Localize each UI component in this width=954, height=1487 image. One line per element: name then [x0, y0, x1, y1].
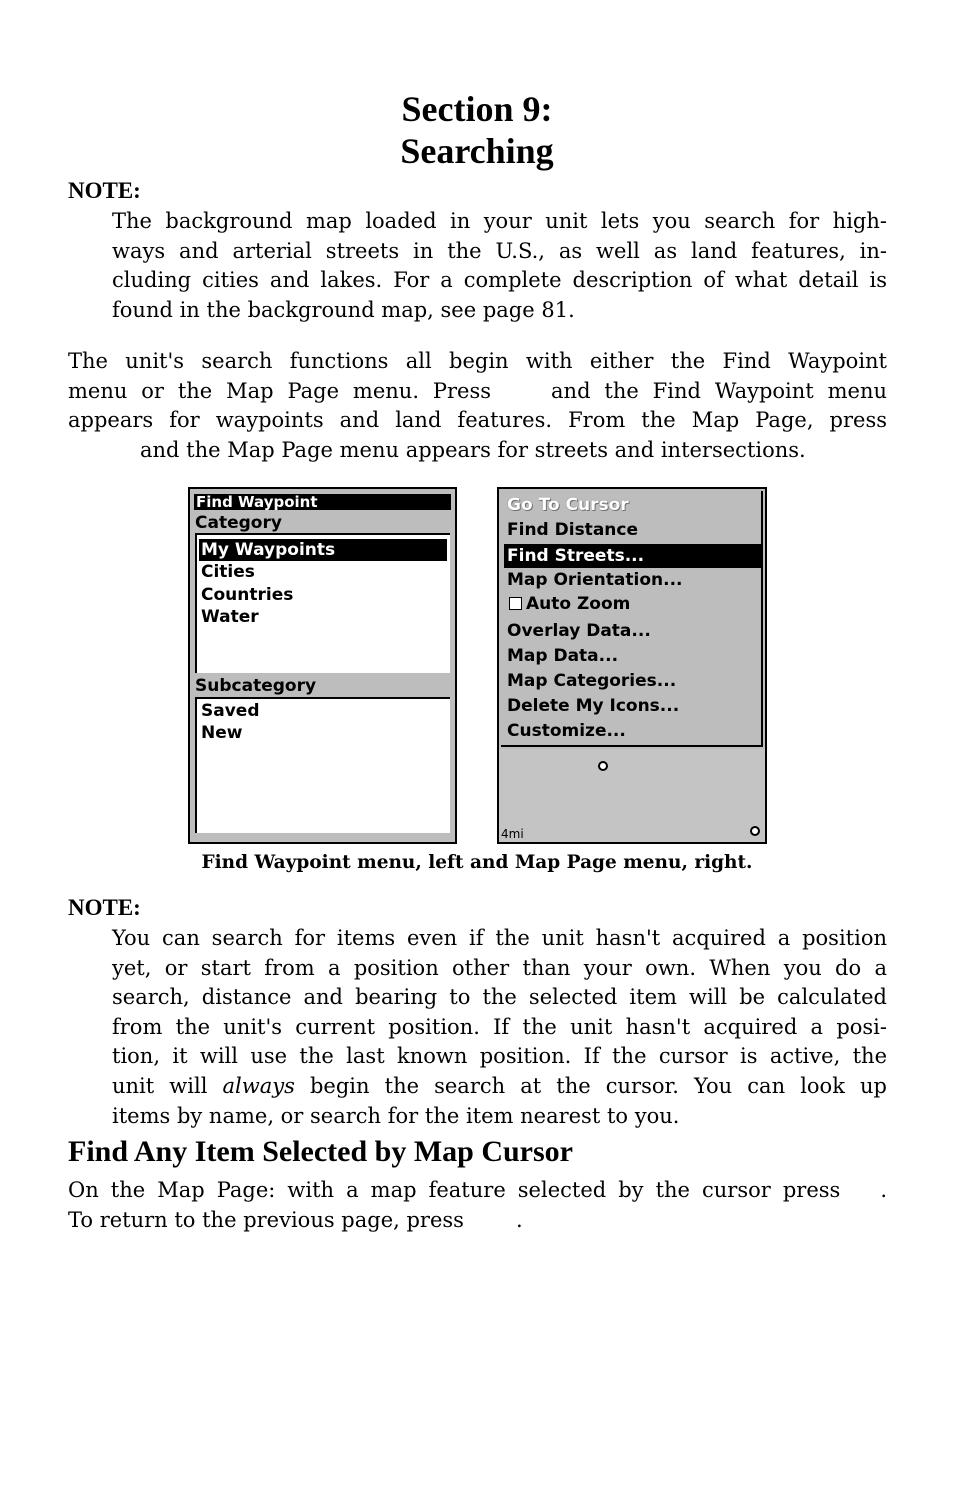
intro-line-2a: menu or the Map Page menu. Press — [68, 378, 492, 403]
intro-line: appears for waypoints and land features. From the Map Page, press — [68, 408, 887, 433]
menu-item-customize[interactable]: Customize... — [507, 721, 626, 741]
note-1-line: found in the background map, see page 81. — [112, 297, 575, 322]
map-marker-icon — [750, 826, 760, 836]
menu-item-find-distance[interactable]: Find Distance — [507, 520, 638, 540]
always-emphasis: always — [222, 1073, 295, 1098]
menu-item-map-data[interactable]: Map Data... — [507, 646, 619, 666]
find-any-text — [68, 1176, 887, 1235]
note-2-line-6b: begin the search at the cursor. You can look up — [309, 1073, 887, 1098]
find-waypoint-screen — [188, 487, 457, 844]
category-item-countries[interactable]: Countries — [201, 585, 294, 605]
map-page-menu — [501, 491, 763, 747]
note-1-text — [112, 207, 887, 325]
subcategory-list[interactable] — [195, 697, 450, 833]
note-2-line: tion, it will use the last known position. If the cursor is active, the — [112, 1044, 887, 1069]
menu-item-map-categories[interactable]: Map Categories... — [507, 671, 677, 691]
category-list[interactable] — [195, 533, 450, 673]
note-1-line: The background map loaded in your unit lets you search for high- — [112, 209, 887, 233]
find-any-heading: Find Any Item Selected by Map Cursor — [68, 1135, 573, 1168]
position-marker-icon — [598, 761, 608, 771]
category-label: Category — [195, 513, 282, 533]
note-2-line: yet, or start from a position other than your own. When you do a — [112, 955, 887, 980]
menu-item-find-streets[interactable]: Find Streets... — [504, 544, 761, 568]
note-1-line: ways and arterial streets in the U.S., as well as land features, in- — [112, 238, 887, 263]
section-title — [0, 88, 954, 172]
category-item-my-waypoints[interactable]: My Waypoints — [199, 539, 447, 561]
intro-line: The unit's search functions all begin with either the Find Waypoint — [68, 349, 887, 373]
find-waypoint-title: Find Waypoint — [194, 494, 451, 510]
intro-paragraph — [68, 347, 887, 465]
note-2-line: You can search for items even if the unit hasn't acquired a position — [112, 926, 887, 950]
map-scale: 4mi — [501, 827, 524, 841]
find-any-line — [68, 1176, 887, 1206]
intro-line-2b: and the Find Waypoint menu — [551, 378, 887, 403]
map-page-screen — [497, 487, 767, 844]
note-2-line — [112, 1072, 887, 1102]
find-any-line-2-end: . — [515, 1207, 523, 1232]
find-any-line-2: To return to the previous page, press — [68, 1207, 464, 1232]
figure-caption: Find Waypoint menu, left and Map Page menu, right. — [201, 852, 753, 873]
note-1-line: cluding cities and lakes. For a complete description of what detail is — [112, 268, 887, 293]
intro-line — [68, 377, 887, 407]
note-label-2: NOTE: — [68, 895, 141, 920]
menu-item-go-to-cursor[interactable]: Go To Cursor — [507, 495, 629, 515]
subcategory-item-saved[interactable]: Saved — [201, 701, 260, 721]
section-title-line1: Section 9: — [401, 89, 553, 129]
find-any-line-1: On the Map Page: with a map feature selected by the cursor press — [68, 1178, 841, 1202]
menu-item-delete-my-icons[interactable]: Delete My Icons... — [507, 696, 680, 716]
menu-item-overlay-data[interactable]: Overlay Data... — [507, 621, 651, 641]
auto-zoom-checkbox[interactable] — [509, 597, 522, 610]
note-2-line: from the unit's current position. If the unit hasn't acquired a posi- — [112, 1014, 887, 1039]
map-view[interactable] — [499, 749, 765, 842]
note-label-1: NOTE: — [68, 178, 141, 203]
find-any-line — [68, 1206, 887, 1236]
subcategory-item-new[interactable]: New — [201, 723, 243, 743]
note-2-text — [112, 924, 887, 1131]
category-item-water[interactable]: Water — [201, 607, 259, 627]
note-2-line: search, distance and bearing to the selected item will be calculated — [112, 985, 887, 1010]
menu-item-auto-zoom[interactable] — [509, 594, 630, 614]
intro-line: and the Map Page menu appears for streets and intersections. — [140, 437, 806, 462]
find-any-line-1-end: . — [880, 1178, 887, 1202]
category-item-cities[interactable]: Cities — [201, 562, 255, 582]
menu-item-map-orientation[interactable]: Map Orientation... — [507, 570, 683, 590]
subcategory-label: Subcategory — [195, 676, 317, 696]
auto-zoom-label: Auto Zoom — [526, 594, 631, 614]
section-title-line2: Searching — [400, 131, 554, 171]
note-2-line: items by name, or search for the item nearest to you. — [112, 1103, 680, 1128]
note-2-line-6a: unit will — [112, 1073, 208, 1098]
